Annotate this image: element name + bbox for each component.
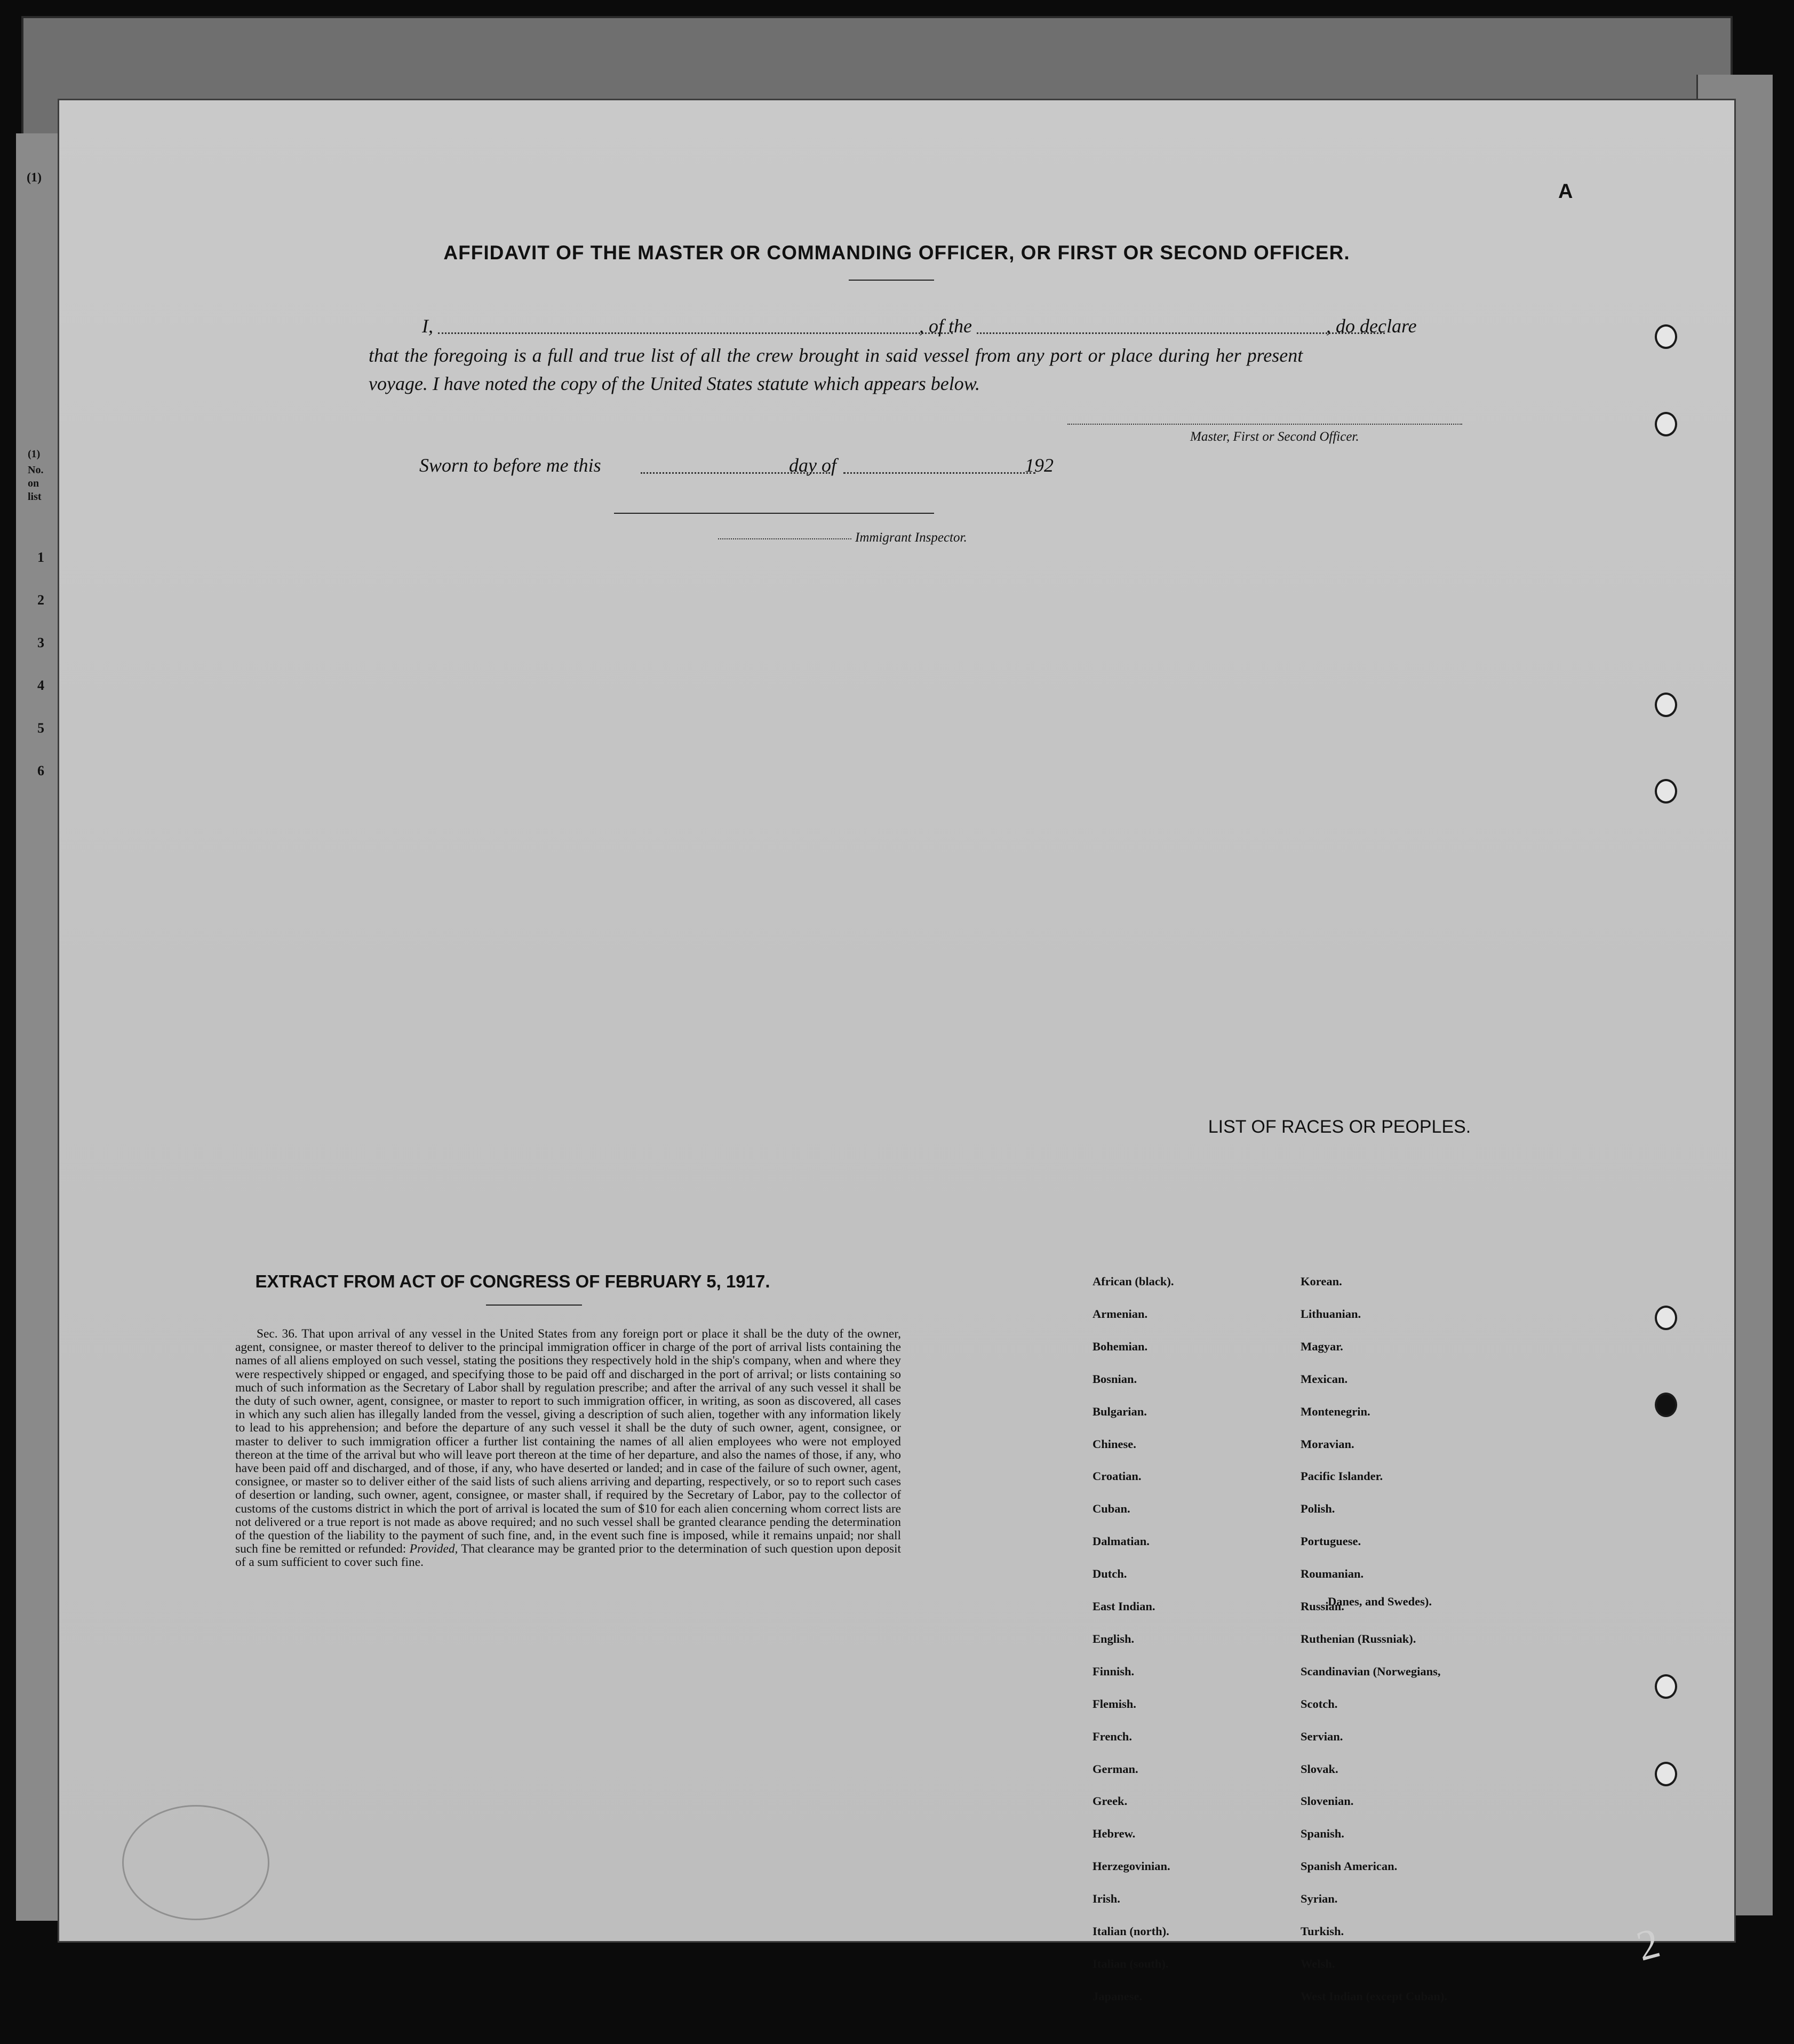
- statute-section-label: Sec. 36.: [257, 1327, 298, 1341]
- binder-ring: [1655, 1393, 1677, 1417]
- race-item: Italian (north).: [1093, 1924, 1169, 1938]
- race-item: Magyar.: [1301, 1339, 1343, 1353]
- race-item: African (black).: [1093, 1275, 1174, 1288]
- declaration-i: I,: [422, 315, 433, 337]
- race-item: Dutch.: [1093, 1567, 1127, 1581]
- race-item: German.: [1093, 1762, 1138, 1776]
- race-item: Mexican.: [1301, 1372, 1348, 1386]
- handwritten-page-number: 2: [1632, 1919, 1665, 1970]
- master-caption: Master, First or Second Officer.: [1190, 430, 1359, 444]
- race-item: Dalmatian.: [1093, 1534, 1150, 1548]
- race-item: Italian (south).: [1093, 1956, 1169, 1970]
- master-signature-line: [1067, 424, 1462, 425]
- race-item: Roumanian.: [1301, 1567, 1364, 1581]
- margin-heading-col: (1): [27, 171, 42, 185]
- race-item: English.: [1093, 1632, 1135, 1645]
- race-item: Greek.: [1093, 1794, 1128, 1808]
- race-item: Scotch.: [1301, 1697, 1338, 1711]
- name-blank-line: [438, 332, 953, 334]
- race-item: Portuguese.: [1301, 1534, 1361, 1548]
- races-title: LIST OF RACES OR PEOPLES.: [1208, 1117, 1471, 1137]
- declaration-line-2: that the foregoing is a full and true list of all the crew brought in said vessel from any port or place during her present: [369, 345, 1303, 366]
- race-item: Hebrew.: [1093, 1827, 1136, 1841]
- race-item: Korean.: [1301, 1275, 1342, 1288]
- race-item: Slovak.: [1301, 1762, 1338, 1776]
- extract-title-underline: [486, 1305, 582, 1306]
- race-item: Bosnian.: [1093, 1372, 1137, 1386]
- document-sheet: [58, 99, 1736, 2003]
- sworn-month-blank: [843, 472, 1035, 474]
- race-item: Japanese.: [1093, 1989, 1143, 2003]
- binder-ring: [1655, 693, 1677, 717]
- race-item: Bohemian.: [1093, 1339, 1148, 1353]
- race-item: West Indian (except Cuban).: [1301, 1989, 1448, 2003]
- race-item: Turkish.: [1301, 1924, 1344, 1938]
- inspector-top-rule: [614, 513, 934, 514]
- race-item: Slovenian.: [1301, 1794, 1354, 1808]
- binder-ring: [1655, 324, 1677, 349]
- race-item: Spanish American.: [1301, 1859, 1398, 1873]
- race-item: Cuban.: [1093, 1502, 1130, 1516]
- race-item: Flemish.: [1093, 1697, 1136, 1711]
- margin-heading-no: No.: [28, 464, 44, 476]
- faded-circular-stamp: [122, 1805, 269, 1920]
- race-item: Ruthenian (Russniak).: [1301, 1632, 1416, 1645]
- sworn-prefix: Sworn to before me this: [419, 455, 601, 476]
- binder-ring: [1655, 1306, 1677, 1330]
- statute-text: [235, 1327, 901, 1570]
- race-item: Russian.: [1301, 1600, 1344, 1613]
- race-item: Spanish.: [1301, 1827, 1344, 1841]
- margin-row-number: 6: [37, 763, 44, 778]
- race-item: Polish.: [1301, 1502, 1335, 1516]
- race-item: Welsh.: [1301, 1956, 1335, 1970]
- margin-row-number: 2: [37, 592, 44, 608]
- race-item: Scandinavian (Norwegians,: [1301, 1664, 1441, 1678]
- race-item: Irish.: [1093, 1892, 1120, 1906]
- race-item: East Indian.: [1093, 1600, 1155, 1613]
- sheet-mark: A: [1558, 180, 1573, 203]
- declaration-line-3: voyage. I have noted the copy of the United States statute which appears below.: [369, 373, 980, 394]
- vessel-blank-line: [977, 332, 1385, 334]
- margin-row-number: 5: [37, 720, 44, 736]
- race-item: Chinese.: [1093, 1437, 1136, 1451]
- binder-ring: [1655, 412, 1677, 436]
- race-item: French.: [1093, 1729, 1132, 1743]
- margin-row-number: 3: [37, 635, 44, 650]
- margin-heading-list: list: [28, 491, 42, 503]
- inspector-signature-line: [718, 538, 851, 539]
- inspector-caption: Immigrant Inspector.: [855, 530, 967, 545]
- declaration-of-the: , of the: [919, 315, 972, 337]
- race-item: Herzegovinian.: [1093, 1859, 1170, 1873]
- margin-heading-on: on: [28, 478, 39, 489]
- race-item: Montenegrin.: [1301, 1404, 1370, 1418]
- race-item: Bulgarian.: [1093, 1404, 1147, 1418]
- sworn-year: 192: [1025, 455, 1054, 476]
- title-underline: [849, 280, 934, 281]
- margin-row-number: 1: [37, 550, 44, 565]
- statute-body-part1: That upon arrival of any vessel in the United States from any foreign port or place it shall be the duty of the owner, agent, consignee, or master thereof to deliver to the principal immigration officer in charge of the port of arrival lists containing the names of all aliens employed on such vessel, stating the positions they respectively hold in the ship's company, when and where they were respectively shipped or engaged, and specifying those to be paid off and discharged in the port of arrival; or lists containing so much of such information as the Secretary of Labor shall by regulation prescribe; and after the arrival of any such vessel it shall be the duty of such owner, agent, consignee, or master to report to such immigration officer, in writing, as soon as discovered, all cases in which any such alien has illegally landed from the vessel, giving a description of such alien, together with any information likely to lead to his apprehension; and before the departure of any such vessel it shall be the duty of such owner, agent, consignee, or master to deliver to such immigration officer a further list containing the names of all alien employees who were not employed thereon at the time of the arrival but who will leave port thereon at the time of her departure, and also the names of those, if any, who have been paid off and discharged, and of those, if any, who have deserted or landed; and in case of the failure of such owner, agent, consignee, or master so to deliver either of the said lists of such aliens arriving and departing, respectively, or so to report such cases of desertion or landing, such owner, agent, consignee, or master shall, if required by the Secretary of Labor, pay to the collector of customs of the customs district in which the port of arrival is located the sum of $10 for each alien concerning whom correct lists are not delivered or a true report is not made as above required; and no such vessel shall be granted clearance pending the determination of the question of the liability to the payment of such fine, and, in the event such fine is imposed, while it remains unpaid; nor shall such fine be remitted or refunded:: [235, 1327, 901, 1556]
- declaration-do-declare: , do declare: [1326, 315, 1417, 337]
- extract-title: EXTRACT FROM ACT OF CONGRESS OF FEBRUARY 5, 1917.: [255, 1271, 770, 1291]
- race-item: Croatian.: [1093, 1469, 1142, 1483]
- race-item: Servian.: [1301, 1729, 1343, 1743]
- race-item: Syrian.: [1301, 1892, 1338, 1906]
- binder-ring: [1655, 1762, 1677, 1786]
- race-item: Moravian.: [1301, 1437, 1354, 1451]
- race-item: Armenian.: [1093, 1307, 1148, 1321]
- statute-provided: Provided,: [409, 1542, 458, 1556]
- margin-row-number: 4: [37, 678, 44, 693]
- sworn-day-of: day of: [789, 455, 836, 476]
- binder-ring: [1655, 1674, 1677, 1699]
- race-scandinavian-continuation: Danes, and Swedes).: [1328, 1595, 1432, 1608]
- race-item: Finnish.: [1093, 1664, 1135, 1678]
- margin-heading-col: (1): [28, 448, 41, 460]
- binder-ring: [1655, 779, 1677, 804]
- race-item: Pacific Islander.: [1301, 1469, 1383, 1483]
- affidavit-title: AFFIDAVIT OF THE MASTER OR COMMANDING OFFICER, OR FIRST OR SECOND OFFICER.: [443, 242, 1350, 264]
- race-item: Lithuanian.: [1301, 1307, 1361, 1321]
- statute-body-part2: That clearance may be granted prior to the determination of such question upon deposit of a sum sufficient to cover such fine.: [235, 1542, 901, 1570]
